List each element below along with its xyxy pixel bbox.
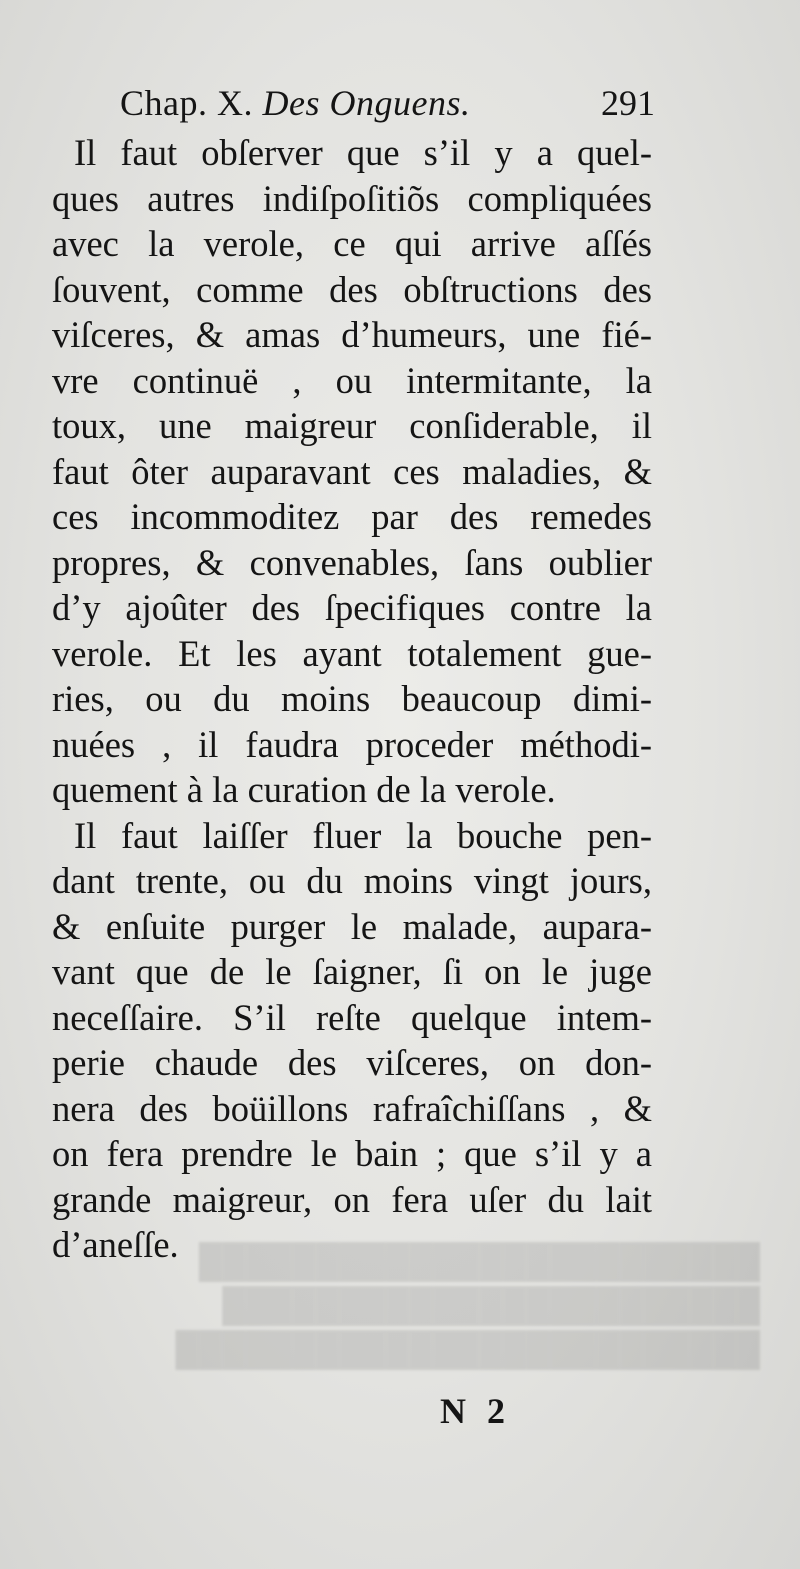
text-line: d’y ajoûter des ſpecifiques contre la [52, 587, 652, 628]
text-line: & enſuite purger le malade, aupara- [52, 905, 652, 947]
text-line: toux, une maigreur conſiderable, il [52, 405, 652, 446]
paragraph-1 [52, 130, 652, 813]
text-line: viſceres, & amas d’humeurs, une fié- [52, 314, 652, 355]
text-line: vant que de le ſaigner, ſi on le juge [52, 951, 652, 992]
text-line: dant trente, ou du moins vingt jours, [52, 860, 652, 901]
chapter-title: Des Onguens. [262, 83, 471, 123]
text-line: propres, & convenables, ſans oublier [52, 541, 652, 583]
text-line: Il faut laiſſer fluer la bouche pen- [74, 814, 652, 856]
page-number: 291 [601, 83, 655, 123]
paragraph-2 [52, 813, 652, 1268]
text-line: verole. Et les ayant totalement gue- [52, 632, 652, 674]
text-line: ſouvent, comme des obſtructions des [52, 268, 652, 310]
chapter-label: Chap. X. [120, 83, 253, 123]
text-line: perie chaude des viſceres, on don- [52, 1042, 652, 1083]
text-line: on fera prendre le bain ; que s’il y a [52, 1133, 652, 1174]
text-line: Il faut obſerver que s’il y a quel- [74, 132, 652, 173]
text-line: nuées , il faudra proceder méthodi- [52, 723, 652, 765]
text-line: ques autres indiſpoſitiõs compliquées [52, 177, 652, 219]
text-line: vre continuë , ou intermitante, la [52, 359, 652, 401]
text-line: ces incommoditez par des remedes [52, 496, 652, 537]
body-text [52, 130, 652, 1268]
running-title [120, 82, 470, 124]
text-line: grande maigreur, on fera uſer du lait [52, 1178, 652, 1220]
text-line: quement à la curation de la verole. [52, 769, 556, 810]
text-line: ries, ou du moins beaucoup dimi- [52, 678, 652, 719]
signature-mark: N 2 [440, 1391, 511, 1431]
show-through-texture: ████████████████████████ ███████████████████████ █████████████████████████ [175, 1244, 760, 1368]
text-line: avec la verole, ce qui arrive aſſés [52, 223, 652, 264]
text-line: d’aneſſe. [52, 1224, 179, 1265]
text-line: neceſſaire. S’il reſte quelque intem- [52, 996, 652, 1038]
running-header [120, 82, 655, 132]
text-line: nera des boüillons rafraîchiſſans , & [52, 1087, 652, 1129]
text-line: faut ôter auparavant ces maladies, & [52, 450, 652, 492]
